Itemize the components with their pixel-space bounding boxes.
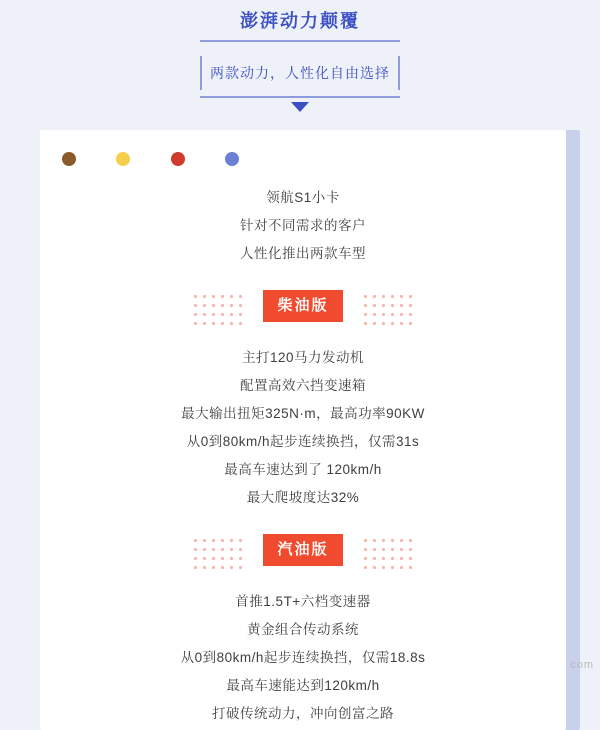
gasoline-spec-line: 首推1.5T+六档变速器 xyxy=(235,594,371,609)
page-subtitle: 两款动力，人性化自由选择 xyxy=(210,65,390,81)
dot-pattern-right xyxy=(361,536,415,570)
section-tag-row-gasoline xyxy=(60,534,546,574)
title-block xyxy=(184,8,416,48)
dot-red[interactable] xyxy=(171,152,185,166)
down-caret-icon xyxy=(291,102,309,112)
dot-pattern-left xyxy=(191,292,245,326)
dot-pattern-left xyxy=(191,536,245,570)
gasoline-spec-line: 最高车速能达到120km/h xyxy=(226,678,380,693)
intro-line: 领航S1小卡 xyxy=(266,190,340,205)
dot-blue[interactable] xyxy=(225,152,239,166)
intro-line: 人性化推出两款车型 xyxy=(240,246,366,261)
diesel-spec-line: 最大输出扭矩325N·m，最高功率90KW xyxy=(181,406,425,421)
card-body xyxy=(40,168,566,728)
section-tag-row-diesel xyxy=(60,290,546,330)
gasoline-spec-line: 打破传统动力，冲向创富之路 xyxy=(212,706,394,721)
dot-brown[interactable] xyxy=(62,152,76,166)
intro-line: 针对不同需求的客户 xyxy=(240,218,366,233)
diesel-spec-line: 最高车速达到了 120km/h xyxy=(224,462,382,477)
page-header xyxy=(0,0,600,112)
content-card-area xyxy=(40,130,580,721)
dot-yellow[interactable] xyxy=(116,152,130,166)
diesel-spec-line: 主打120马力发动机 xyxy=(241,350,365,365)
dot-pattern-right xyxy=(361,292,415,326)
gasoline-spec-line: 从0到80km/h起步连续换挡，仅需18.8s xyxy=(180,650,426,665)
color-dot-row xyxy=(40,130,566,168)
diesel-spec-line: 配置高效六挡变速箱 xyxy=(240,378,366,393)
gasoline-spec-line: 黄金组合传动系统 xyxy=(247,622,359,637)
section-tag-diesel: 柴油版 xyxy=(263,290,342,322)
watermark-text: com xyxy=(570,659,594,671)
subtitle-divider xyxy=(200,96,400,98)
page-title: 澎湃动力颠覆 xyxy=(240,11,360,31)
diesel-spec-line: 从0到80km/h起步连续换挡，仅需31s xyxy=(186,434,420,449)
subtitle-block xyxy=(200,56,400,92)
content-card xyxy=(40,130,566,730)
title-divider xyxy=(200,40,400,42)
section-tag-gasoline: 汽油版 xyxy=(263,534,342,566)
diesel-spec-line: 最大爬坡度达32% xyxy=(246,490,360,505)
